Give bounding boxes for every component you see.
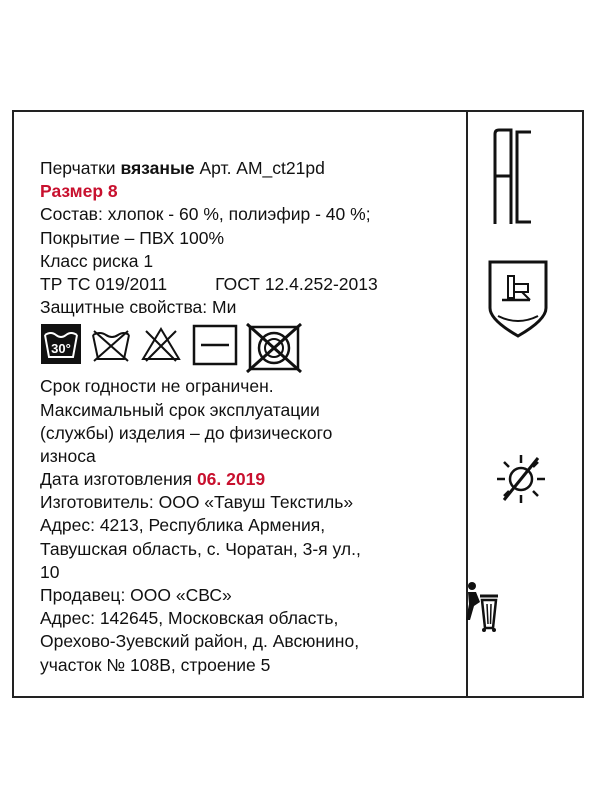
seller-line-2: Адрес: 142645, Московская область, — [40, 608, 339, 629]
risk-class-text: Класс риска 1 — [40, 250, 154, 271]
coating-text: Покрытие – ПВХ 100% — [40, 227, 225, 248]
product-title-prefix: Перчатки — [40, 158, 121, 178]
care-symbols-row — [40, 323, 460, 369]
no-hand-wash-icon — [90, 323, 132, 365]
flat-dry-icon — [192, 323, 238, 367]
product-title-bold: вязаные — [120, 158, 195, 178]
wash-30-icon — [40, 323, 82, 365]
shelf-life-line-4: износа — [40, 445, 96, 466]
manufacturer-line-4: 10 — [40, 561, 60, 582]
manufacture-date-line — [40, 468, 460, 491]
gost-text: ГОСТ 12.4.252-2013 — [215, 273, 378, 294]
shelf-life-line-1: Срок годности не ограничен. — [40, 376, 274, 397]
label-text-column — [40, 157, 460, 677]
shelf-life-line-2: Максимальный срок эксплуатации — [40, 399, 320, 420]
uv-crossed-icon — [494, 452, 548, 506]
size-label: Размер 8 — [40, 181, 118, 202]
product-title-line — [40, 157, 460, 180]
product-title-suffix: Арт. AM_ct21pd — [194, 158, 325, 178]
no-tumble-dry-icon — [246, 323, 302, 373]
composition-text: Состав: хлопок - 60 %, полиэфир - 40 %; — [40, 204, 371, 225]
manufacturer-line-2: Адрес: 4213, Республика Армения, — [40, 515, 326, 536]
manufacture-date-label: Дата изготовления — [40, 469, 197, 490]
seller-line-1: Продавец: ООО «СВС» — [40, 585, 232, 605]
manufacturer-line-1: Изготовитель: ООО «Тавуш Текстиль» — [40, 492, 354, 513]
manufacturer-line-3: Тавушская область, с. Чоратан, 3-я ул., — [40, 538, 361, 559]
trash-bin-icon — [462, 580, 504, 632]
seller-line-3: Орехово-Зуевский район, д. Авсюнино, — [40, 631, 360, 652]
seller-line-4: участок № 108В, строение 5 — [40, 654, 271, 675]
wash-temp-label: 30° — [51, 341, 71, 357]
eac-mark-icon — [493, 128, 533, 224]
tr-ts-text: ТР ТС 019/2011 — [40, 273, 168, 294]
shelf-life-line-3: (службы) изделия – до физического — [40, 422, 333, 443]
standards-line — [40, 273, 460, 296]
protective-glove-shield-icon — [486, 258, 550, 338]
manufacture-date-value: 06. 2019 — [196, 469, 266, 490]
protective-props-text: Защитные свойства: Ми — [40, 297, 237, 318]
no-bleach-icon — [140, 323, 182, 365]
